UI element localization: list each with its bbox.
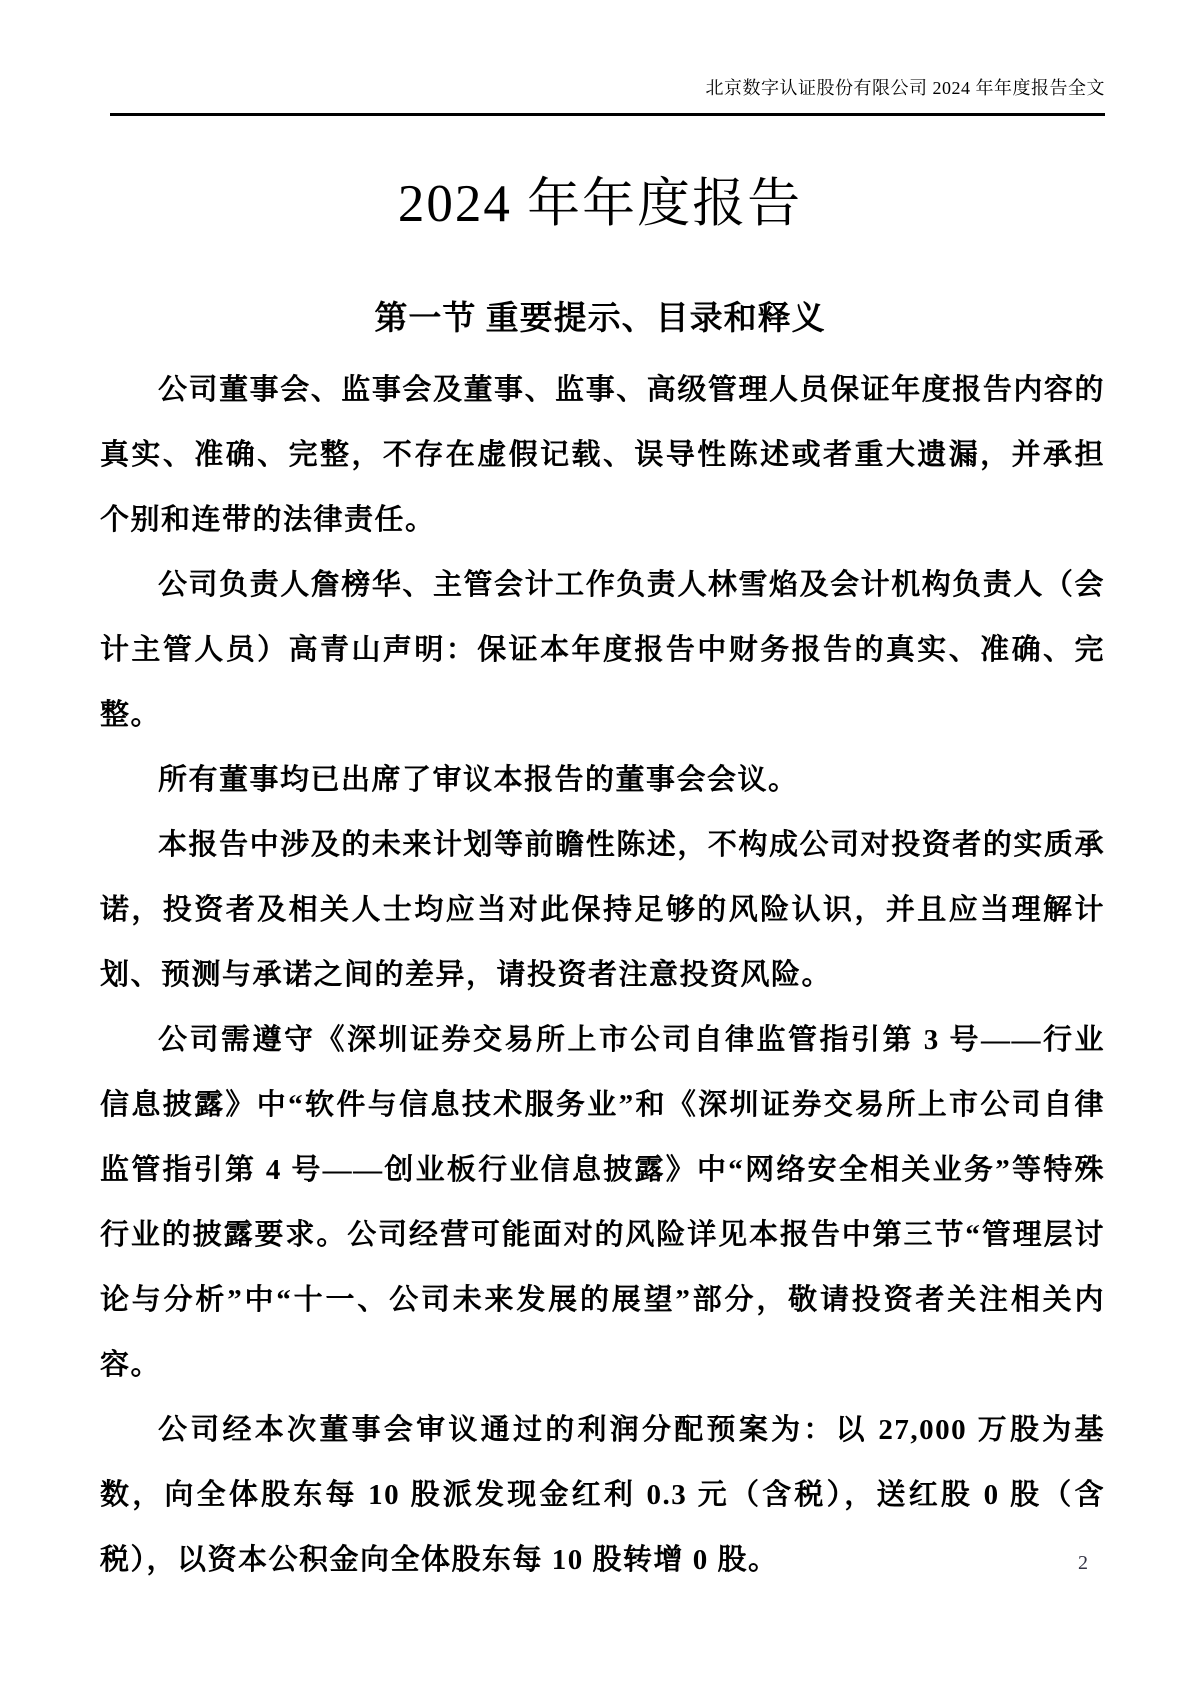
body-text xyxy=(100,358,1105,1593)
paragraph-responsible-persons: 公司负责人詹榜华、主管会计工作负责人林雪焰及会计机构负责人（会计主管人员）高青山声明：保证本年度报告中财务报告的真实、准确、完整。 xyxy=(100,569,1105,731)
paragraph-profit-distribution-plan: 公司经本次董事会审议通过的利润分配预案为：以 27,000 万股为基数，向全体股东每 10 股派发现金红利 0.3 元（含税），送红股 0 股（含税），以资本公积金向全体股东每 10 股转增 0 股。 xyxy=(100,1414,1105,1576)
paragraph-directors-attendance: 所有董事均已出席了审议本报告的董事会会议。 xyxy=(158,764,799,796)
section-heading: 第一节 重要提示、目录和释义 xyxy=(374,301,826,337)
document-title: 2024 年年度报告 xyxy=(397,175,803,233)
paragraph-forward-looking-statements: 本报告中涉及的未来计划等前瞻性陈述，不构成公司对投资者的实质承诺，投资者及相关人士均应当对此保持足够的风险认识，并且应当理解计划、预测与承诺之间的差异，请投资者注意投资风险。 xyxy=(100,829,1105,991)
paragraph-disclosure-requirements: 公司需遵守《深圳证券交易所上市公司自律监管指引第 3 号——行业信息披露》中“软件与信息技术服务业”和《深圳证券交易所上市公司自律监管指引第 4 号——创业板行业信息披露》中“网络安全相关业务”等特殊行业的披露要求。公司经营可能面对的风险详见本报告中第三节“管理层讨论与分析”中“十一、公司未来发展的展望”部分，敬请投资者关注相关内容。 xyxy=(100,1024,1105,1381)
page-number: 2 xyxy=(1078,1552,1088,1574)
paragraph-board-guarantee: 公司董事会、监事会及董事、监事、高级管理人员保证年度报告内容的真实、准确、完整，不存在虚假记载、误导性陈述或者重大遗漏，并承担个别和连带的法律责任。 xyxy=(100,374,1105,536)
running-header-text: 北京数字认证股份有限公司 2024 年年度报告全文 xyxy=(705,78,1105,98)
header-rule xyxy=(110,113,1105,116)
